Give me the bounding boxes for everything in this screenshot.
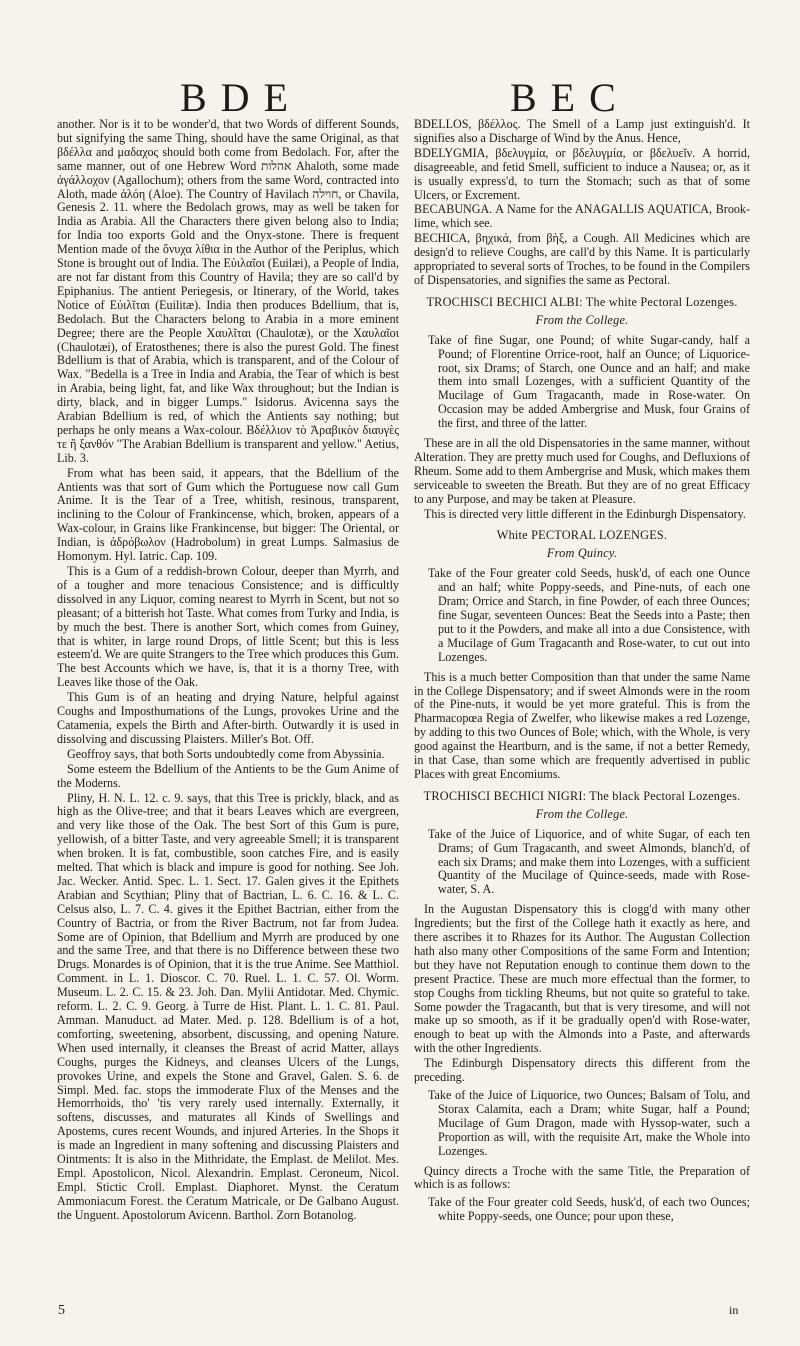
catchword: in: [729, 1303, 739, 1317]
paragraph: This is directed very little different in the Edinburgh Dispensatory.: [424, 506, 746, 521]
dictionary-entry: BDELYGMIA, βδελυγμία, or βδελυγμία, or βδελυεῖν. A horrid, disagreeable, and fetid Smell, sufficient to induce a Nausea; or, as it is usually express'd, to turn the Stomach; such as that of some Ulcers, or Excrement.: [414, 145, 750, 202]
paragraph: This is a Gum of a reddish-brown Colour, deeper than Myrrh, and of a tougher and more tenacious Consistence; and is difficultly dissolved in any Liquor, coming nearest to Myrrh in Scent, but not so pleasant; of a bitterish hot Taste. What comes from Turky and India, is by much the best. There is another Sort, which comes from Guiney, that is whiter, in large round Drops, of little Scent; but this is less esteem'd. We are quite Strangers to the Tree which produces this Gum. The best Accounts which we have, is, that it is a thorny Tree, with Leaves like those of the Oak.: [57, 564, 399, 690]
paragraph: Quincy directs a Troche with the same Title, the Preparation of which is as follows:: [414, 1163, 750, 1192]
recipe-block: [428, 1089, 750, 1159]
dictionary-entry: BECABUNGA. A Name for the ANAGALLIS AQUATICA, Brook-lime, which see.: [414, 202, 750, 231]
section-title: TROCHISCI BECHICI NIGRI: The black Pectoral Lozenges.: [423, 788, 741, 803]
recipe-text: Take of the Juice of Liquorice, two Ounces; Balsam of Tolu, and Storax Calamita, each a Dram; white Sugar, half a Pound; Mucilage of Gum Dragon, made with Hyssop-water, such a Proportion as will, with the requisite Art, make the Whole into Lozenges.: [428, 1088, 750, 1158]
recipe-text: Take of fine Sugar, one Pound; of white Sugar-candy, half a Pound; of Florentine Orrice-root, half an Ounce; of Liquorice-root, six Drams; of Starch, one Ounce and an half; and make them into small Lozenges, with a sufficient Quantity of the Mucilage of Gum Tragacanth, made in Rose-water. On Occasion may be added Ambergrise and Musk, four Grains of the first, and three of the latter.: [428, 332, 750, 431]
section-title: White PECTORAL LOZENGES.: [496, 528, 668, 543]
page-number: 5: [58, 1303, 65, 1318]
paragraph: These are in all the old Dispensatories in the same manner, without Alteration. They are pretty much used for Coughs, and Defluxions of Rheum. Some add to them Ambergrise and Musk, which makes them serviceable to sweeten the Breath. But they are of no great Efficacy to any Purpose, and may be taken at Pleasure.: [414, 436, 750, 506]
running-head-left: BDE: [180, 75, 302, 120]
dictionary-entry: BECHICA, βηχικά, from βὴξ, a Cough. All Medicines which are design'd to relieve Coughs, are call'd by this Name. It is particularly appropriated to several sorts of Troches, to be found in the Compilers of Dispensatories, and signifies the same as Pectoral.: [414, 231, 750, 287]
paragraph: Some esteem the Bdellium of the Antients to be the Gum Anime of the Moderns.: [57, 761, 399, 790]
paragraph: Pliny, H. N. L. 12. c. 9. says, that this Tree is prickly, black, and as high as the Olive-tree; and that it bears Leaves which are evergreen, and very like those of the Oak. The best Sort of this Gum is pure, yellowish, of a bitter Taste, and very agreeable Smell; it is transparent when broken. It is fat, combustible, soon catches Fire, and is easily melted. That which is black and impure is good for nothing. See Joh. Jac. Wecker. Antid. Spec. L. 1. Sect. 17. Galen gives it the Epithets Arabian and Scythian; Pliny that of Bactrian, L. 6. C. 16. & L. C. Celsus also, L. 7. C. 4. gives it the Epithet Bactrian, either from the Country of Bactria, or from the River Bactrum, not far from Judea. Some are of Opinion, that Bdellium and Myrrh are produced by one and the same Tree, and that there is no Difference between these two Drugs. Monardes is of Opinion, that it is the true Anime. See Matthiol. Comment. in L. 1. Dioscor. C. 70. Ruel. L. 1. C. 57. Ol. Worm. Museum. L. 2. C. 15. & 23. Joh. Dan. Mylii Antidotar. Med. Chymic. reform. L. 2. C. 9. Georg. à Turre de Hist. Plant. L. 1. C. 81. Paul. Amman. Manuduct. ad Mater. Med. p. 128. Bdellium is of a hot, comforting, sweetening, absorbent, discussing, and opening Nature. When used internally, it cleanses the Breast of acrid Matter, allays Coughs, purges the Kidneys, and cleanses Ulcers of the Lungs, provokes Urine, and expels the Stone and Gravel, Galen. S. 6. de Simpl. Med. fac. stops the immoderate Flux of the Menses and the Hemorrhoids, tho' 'tis very rarely used internally. Externally, it softens, discusses, and maturates all Kinds of Swellings and Apostems, cures recent Wounds, and injured Arteries. In the Shops it is made an Ingredient in many softening and discussing Plaisters and Ointments: It is also in the Mithridate, the Emplast. de Melilot. Mes. Empl. Apostolicon, Nicol. Alexandrin. Emplast. Ceroneum, Nicol. Empl. Stictic Croll. Emplast. Diaphoret. Mynst. the Ceratum Ammoniacum Forest. the Ceratum Matricale, or De Galbano August. the Unguent. Apostolorum Avicenn. Barthol. Zorn Botanolog.: [57, 790, 399, 1222]
paragraph: This is a much better Composition than that under the same Name in the College Dispensatory; and if sweet Almonds were in the room of the Pine-nuts, it would be yet more grateful. This is from the Pharmacopœa Regia of Zwelfer, who likewise makes a red Lozenge, by adding to this two Ounces of Bole; which, with the Whole, is very good against the Heartburn, and is the same, if not a better Remedy, in that Case, than some which are frequently advertised in public Places with great Encomiums.: [414, 669, 750, 781]
paragraph: In the Augustan Dispensatory this is clogg'd with many other Ingredients; but the first of the College hath it exactly as here, and there ascribes it to Rhazes for its Author. The Augustan Collection hath also many other Compositions of the same Form and Intention; but they have not Reputation enough to continue them down to the present Practice. These are much more effectual than the former, to stop Coughs from tickling Rheums, but not quite so grateful to take. Some powder the Tragacanth, but that is very tiresome, and will not make up so smooth, as if it be gradually open'd with Rose-water, enough to beat up with the Almonds into a Paste, and afterwards with the other Ingredients.: [414, 902, 750, 1056]
paragraph: This Gum is of an heating and drying Nature, helpful against Coughs and Imposthumations of the Lungs, provokes Urine and the Catamenia, expels the Birth and After-birth. Outwardly it is used in dissolving and discussing Plaisters. Miller's Bot. Off.: [57, 690, 399, 746]
recipe-block: [428, 1196, 750, 1224]
recipe-text: Take of the Four greater cold Seeds, husk'd, of each two Ounces; white Poppy-seeds, one Ounce; pour upon these,: [428, 1195, 750, 1224]
running-head-right: BEC: [510, 75, 630, 120]
paragraph: From what has been said, it appears, that the Bdellium of the Antients was that sort of Gum which the Portuguese now call Gum Anime. It is the Tear of a Tree, whitish, resinous, transparent, inclining to the Colour of Frankincense, which, broken, appears of a Wax-colour, in Grains like Frankincense, but bigger: The Oriental, or Indian, is ἀδρόβωλον (Hadrobolum) in great Lumps. Salmasius de Homonym. Hyl. Iatric. Cap. 109.: [57, 465, 399, 564]
left-column: [57, 118, 399, 1223]
dictionary-entry: BDELLOS, βδέλλος. The Smell of a Lamp just extinguish'd. It signifies also a Discharge of Wind by the Anus. Hence,: [414, 117, 750, 145]
recipe-text: Take of the Four greater cold Seeds, husk'd, of each one Ounce and an half; white Poppy-seeds, and Pine-nuts, of each one Dram; Orrice and Starch, in fine Powder, of each three Ounces; fine Sugar, seventeen Ounces: Beat the Seeds into a Paste; then put to it the Powders, and make all into a due Consistence, with a Mucilage of Gum Tragacanth and Rose-water, to cut out into Lozenges.: [428, 566, 750, 664]
recipe-text: Take of the Juice of Liquorice, and of white Sugar, of each ten Drams; of Gum Tragacanth, and sweet Almonds, blanch'd, of each six Drams; and make them into Lozenges, with a sufficient Quantity of the Mucilage of Quince-seeds, made with Rose-water, S. A.: [428, 826, 750, 897]
section-source: From the College.: [535, 806, 629, 821]
recipe-block: [428, 828, 750, 898]
paragraph: The Edinburgh Dispensatory directs this different from the preceding.: [414, 1056, 750, 1085]
right-column: [414, 118, 750, 1230]
paragraph: another. Nor is it to be wonder'd, that two Words of different Sounds, but signifying the same Thing, should have the same Original, as that βδέλλα and μαδαχος should both come from Bedolach. For, after the same manner, out of one Hebrew Word אהלות Ahaloth, some made ἀγάλλοχον (Agallochum); others from the same Word, contracted into Aloth, made ἀλόη (Aloe). The Country of Havilach חוילה, or Chavila, Genesis 2. 11. where the Bedolach grows, may as well be taken for India as Arabia. All the Characters there given belong also to India; for India too exports Gold and the Onyx-stone. There is frequent Mention made of the ὄνυχα λίθια in the Author of the Periplus, which Stone is brought out of India. The Εὐιλαῖοι (Euilæi), a People of India, are not far distant from this Country of Havila; they are so call'd by Epiphanius. The antient Periegesis, or Itinerary, of the World, takes Notice of Εὐιλῖται (Euilitæ). India then produces Bdellium, that is, Bedolach. But the Characters belong to Arabia in a more eminent Degree; there are the People Χαυλῖται (Chaulotæ), or the Χαυλαῖοι (Chaulotæi), of Eratosthenes; there is also the purest Gold. The finest Bdellium is that of Arabia, which is transparent, and of the Colour of Wax. "Bedella is a Tree in India and Arabia, the Tear of which is best in Arabia, being light, fat, and like Wax throughout; but the Indian is dirty, black, and in bigger Lumps." Isidorus. Avicenna says the Arabian Bdellium is red, of which the Antients say nothing; but perhaps he only means a Wax-colour. Βδέλλιον τὸ Ἀραβικὸν διαυγὲς τε ἢ ξανθόν "The Arabian Bdellium is transparent and yellow." Aetius, Lib. 3.: [57, 117, 399, 465]
recipe-block: [428, 567, 750, 664]
section-source: From the College.: [535, 312, 629, 327]
recipe-block: [428, 334, 750, 431]
paragraph: Geoffroy says, that both Sorts undoubtedly come from Abyssinia.: [67, 746, 385, 761]
section-source: From Quincy.: [546, 546, 618, 561]
section-title: TROCHISCI BECHICI ALBI: The white Pectoral Lozenges.: [426, 294, 738, 309]
